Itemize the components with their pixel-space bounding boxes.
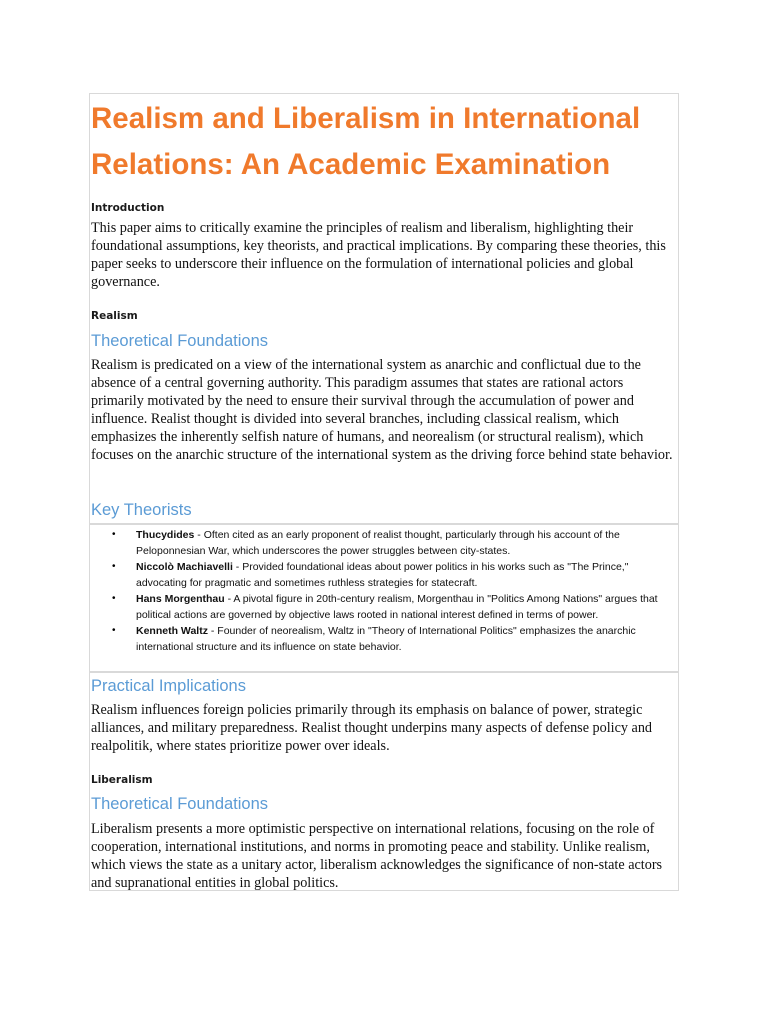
theorist-name: Kenneth Waltz: [136, 625, 208, 637]
key-theorists-heading: Key Theorists: [91, 501, 192, 519]
liberalism-foundations-paragraph: Liberalism presents a more optimistic perspective on international relations, focusing on the role of cooperation, international institutions, and norms in promoting peace and stability. Unlike realism, which views the state as a unitary actor, liberalism acknowledges the significance of non-state actors and supranational entities in global politics.: [91, 821, 663, 891]
practical-implications-paragraph: Realism influences foreign policies primarily through its emphasis on balance of power, strategic alliances, and military preparedness. Realist thought underpins many aspects of defense policy and realpolitik, where states prioritize power over ideals.: [91, 702, 653, 754]
realism-foundations-heading: Theoretical Foundations: [91, 332, 269, 350]
realism-foundations-paragraph: Realism is predicated on a view of the international system as anarchic and conflictual due to the absence of a central governing authority. This paradigm assumes that states are rational actors primarily motivated by the need to ensure their survival through the accumulation of power and influence. Realist thought is divided into several branches, including classical realism, which emphasizes the inherently selfish nature of humans, and neorealism (or structural realism), which focuses on the anarchic structure of the international system as the driving force behind state behavior.: [91, 357, 673, 463]
list-item: [112, 591, 678, 623]
list-item: [112, 559, 678, 591]
liberalism-label: Liberalism: [91, 774, 153, 786]
list-item: [112, 527, 678, 559]
theorist-name: Niccolò Machiavelli: [136, 561, 233, 573]
introduction-paragraph: This paper aims to critically examine the principles of realism and liberalism, highlighting their foundational assumptions, key theorists, and practical implications. By comparing these theories, this paper seeks to underscore their influence on the formulation of international policies and global governance.: [91, 220, 666, 290]
realism-label: Realism: [91, 310, 138, 322]
theorist-name: Thucydides: [136, 529, 195, 541]
list-item: [112, 623, 678, 655]
bullet-icon: •: [112, 561, 116, 572]
key-theorists-list: [112, 527, 678, 655]
theorist-description: - Founder of neorealism, Waltz in "Theory of International Politics" emphasizes the anarchic international structure and its influence on state behavior.: [136, 625, 636, 653]
theorist-description: - A pivotal figure in 20th-century realism, Morgenthau in "Politics Among Nations" argues that political actions are governed by objective laws rooted in national interest defined in terms of power.: [136, 593, 658, 621]
bullet-icon: •: [112, 625, 116, 636]
theorist-description: - Provided foundational ideas about power politics in his works such as "The Prince," advocating for pragmatic and sometimes ruthless strategies for statecraft.: [136, 561, 629, 589]
liberalism-foundations-heading: Theoretical Foundations: [91, 795, 269, 813]
introduction-label: Introduction: [91, 202, 165, 214]
theorist-description: - Often cited as an early proponent of realist thought, particularly through his account of the Peloponnesian War, which underscores the power struggles between city-states.: [136, 529, 620, 557]
bullet-icon: •: [112, 529, 116, 540]
bullet-icon: •: [112, 593, 116, 604]
practical-implications-heading: Practical Implications: [91, 677, 246, 695]
document-title: Realism and Liberalism in International Relations: An Academic Examination: [91, 102, 641, 181]
theorist-name: Hans Morgenthau: [136, 593, 225, 605]
